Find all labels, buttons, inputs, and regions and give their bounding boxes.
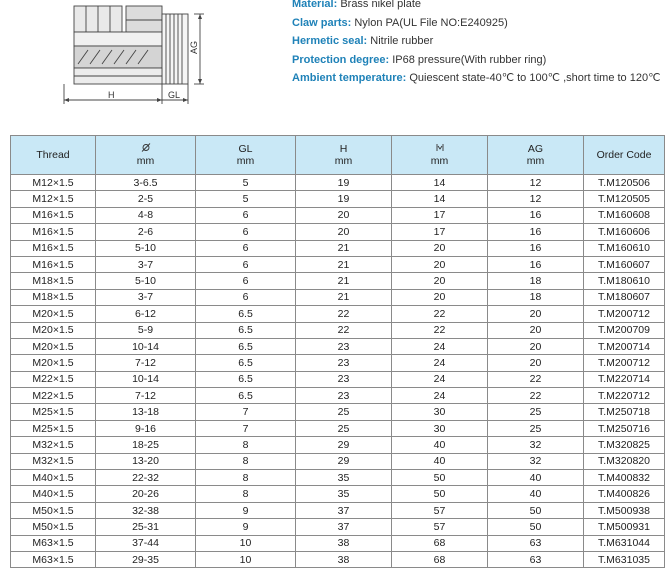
cell-code: T.M120505	[584, 191, 665, 207]
cell-gl: 9	[196, 519, 296, 535]
cell-ag: 16	[488, 224, 584, 240]
header-ag	[488, 136, 584, 175]
header-unit: mm	[526, 155, 545, 167]
cell-wrench: 24	[392, 338, 488, 354]
table-row	[11, 535, 665, 551]
table-row	[11, 273, 665, 289]
cell-thread: M20×1.5	[11, 355, 96, 371]
cell-thread: M16×1.5	[11, 207, 96, 223]
cell-wrench: 24	[392, 355, 488, 371]
table-body	[11, 175, 665, 568]
cell-h: 38	[296, 535, 392, 551]
cell-ag: 20	[488, 355, 584, 371]
cell-ag: 20	[488, 322, 584, 338]
cell-gl: 5	[196, 175, 296, 191]
wrench-size-icon	[435, 143, 445, 152]
cell-thread: M16×1.5	[11, 256, 96, 272]
cell-h: 29	[296, 453, 392, 469]
cell-range: 25-31	[96, 519, 196, 535]
cell-gl: 6	[196, 224, 296, 240]
spec-key: Material:	[292, 0, 338, 10]
cell-wrench: 24	[392, 388, 488, 404]
cell-thread: M50×1.5	[11, 519, 96, 535]
cell-code: T.M220714	[584, 371, 665, 387]
cell-thread: M18×1.5	[11, 273, 96, 289]
cell-h: 22	[296, 306, 392, 322]
cell-thread: M32×1.5	[11, 453, 96, 469]
table-row	[11, 240, 665, 256]
header-unit: mm	[334, 155, 353, 167]
cell-range: 5-9	[96, 322, 196, 338]
cell-gl: 8	[196, 453, 296, 469]
cell-code: T.M220712	[584, 388, 665, 404]
cell-gl: 6.5	[196, 371, 296, 387]
cell-range: 3-7	[96, 256, 196, 272]
cell-h: 20	[296, 207, 392, 223]
cell-wrench: 20	[392, 256, 488, 272]
cell-range: 7-12	[96, 388, 196, 404]
cell-thread: M22×1.5	[11, 371, 96, 387]
cell-gl: 8	[196, 486, 296, 502]
cell-thread: M25×1.5	[11, 420, 96, 436]
table-row	[11, 470, 665, 486]
cell-gl: 7	[196, 404, 296, 420]
cell-ag: 40	[488, 470, 584, 486]
table-row	[11, 453, 665, 469]
cell-wrench: 24	[392, 371, 488, 387]
spec-material	[292, 0, 664, 14]
table-row	[11, 355, 665, 371]
table-row	[11, 322, 665, 338]
cell-thread: M20×1.5	[11, 306, 96, 322]
cell-code: T.M631035	[584, 551, 665, 567]
cell-wrench: 17	[392, 224, 488, 240]
spec-list	[292, 0, 664, 88]
cell-gl: 5	[196, 191, 296, 207]
table-row	[11, 388, 665, 404]
cell-code: T.M160608	[584, 207, 665, 223]
table-row	[11, 502, 665, 518]
table-header-row	[11, 136, 665, 175]
cell-gl: 6.5	[196, 338, 296, 354]
cell-wrench: 50	[392, 486, 488, 502]
cell-ag: 12	[488, 191, 584, 207]
header-gl-label: GL	[238, 143, 253, 155]
cell-ag: 32	[488, 453, 584, 469]
cable-gland-drawing	[44, 0, 208, 112]
cell-wrench: 17	[392, 207, 488, 223]
cell-range: 22-32	[96, 470, 196, 486]
cell-range: 32-38	[96, 502, 196, 518]
cell-range: 13-18	[96, 404, 196, 420]
cell-h: 29	[296, 437, 392, 453]
cell-range: 37-44	[96, 535, 196, 551]
cell-wrench: 68	[392, 551, 488, 567]
header-h-label: H	[339, 143, 348, 155]
cell-code: T.M200714	[584, 338, 665, 354]
cell-thread: M16×1.5	[11, 224, 96, 240]
cell-wrench: 22	[392, 322, 488, 338]
cell-code: T.M400826	[584, 486, 665, 502]
cell-wrench: 68	[392, 535, 488, 551]
cable-diameter-icon	[141, 143, 151, 152]
cell-h: 21	[296, 256, 392, 272]
cell-code: T.M400832	[584, 470, 665, 486]
cell-gl: 10	[196, 535, 296, 551]
cell-wrench: 40	[392, 453, 488, 469]
cell-thread: M63×1.5	[11, 535, 96, 551]
cell-ag: 25	[488, 404, 584, 420]
spec-value: Quiescent state-40℃ to 100℃ ,short time to 120℃	[409, 72, 661, 84]
cell-range: 10-14	[96, 338, 196, 354]
cell-range: 20-26	[96, 486, 196, 502]
cell-thread: M20×1.5	[11, 322, 96, 338]
table-row	[11, 371, 665, 387]
cell-ag: 20	[488, 306, 584, 322]
cell-h: 35	[296, 470, 392, 486]
cell-range: 5-10	[96, 273, 196, 289]
cell-wrench: 20	[392, 240, 488, 256]
cell-code: T.M180610	[584, 273, 665, 289]
table-row	[11, 404, 665, 420]
cell-wrench: 20	[392, 289, 488, 305]
spec-key: Ambient temperature:	[292, 72, 407, 84]
cell-h: 37	[296, 502, 392, 518]
cell-thread: M32×1.5	[11, 437, 96, 453]
cell-code: T.M160606	[584, 224, 665, 240]
cell-ag: 18	[488, 273, 584, 289]
cell-gl: 8	[196, 470, 296, 486]
cell-wrench: 30	[392, 420, 488, 436]
cell-gl: 10	[196, 551, 296, 567]
cell-code: T.M500938	[584, 502, 665, 518]
cell-range: 9-16	[96, 420, 196, 436]
header-h	[296, 136, 392, 175]
gland-size-table	[10, 135, 665, 568]
cell-code: T.M500931	[584, 519, 665, 535]
cell-h: 25	[296, 404, 392, 420]
table-row	[11, 207, 665, 223]
cell-h: 21	[296, 289, 392, 305]
spec-key: Claw parts:	[292, 16, 352, 29]
table-row	[11, 437, 665, 453]
table-row	[11, 306, 665, 322]
table-row	[11, 256, 665, 272]
cell-gl: 7	[196, 420, 296, 436]
spec-hermetic-seal	[292, 32, 664, 51]
header-cable-diameter	[96, 136, 196, 175]
cell-ag: 63	[488, 535, 584, 551]
cell-h: 20	[296, 224, 392, 240]
cell-ag: 16	[488, 207, 584, 223]
h-dimension-label: H	[108, 90, 115, 100]
cell-h: 37	[296, 519, 392, 535]
cell-range: 2-5	[96, 191, 196, 207]
cell-code: T.M120506	[584, 175, 665, 191]
cell-wrench: 22	[392, 306, 488, 322]
cell-thread: M18×1.5	[11, 289, 96, 305]
cell-code: T.M200709	[584, 322, 665, 338]
cell-code: T.M250716	[584, 420, 665, 436]
table-row	[11, 224, 665, 240]
cell-h: 23	[296, 371, 392, 387]
cell-wrench: 50	[392, 470, 488, 486]
spec-value: Nitrile rubber	[370, 35, 434, 47]
cell-code: T.M180607	[584, 289, 665, 305]
cell-h: 25	[296, 420, 392, 436]
cell-range: 13-20	[96, 453, 196, 469]
cell-ag: 20	[488, 338, 584, 354]
cell-gl: 6	[196, 273, 296, 289]
cell-code: T.M160610	[584, 240, 665, 256]
cell-range: 5-10	[96, 240, 196, 256]
cell-thread: M20×1.5	[11, 338, 96, 354]
cell-wrench: 57	[392, 502, 488, 518]
header-thread-label: Thread	[36, 149, 70, 161]
cell-gl: 6	[196, 207, 296, 223]
cell-code: T.M320825	[584, 437, 665, 453]
cell-h: 19	[296, 191, 392, 207]
cell-ag: 16	[488, 256, 584, 272]
spec-claw-parts	[292, 14, 664, 33]
cell-wrench: 14	[392, 191, 488, 207]
cell-gl: 6	[196, 289, 296, 305]
cell-ag: 50	[488, 502, 584, 518]
cell-code: T.M250718	[584, 404, 665, 420]
spec-key: Protection degree:	[292, 53, 390, 66]
cell-ag: 12	[488, 175, 584, 191]
header-unit: mm	[136, 155, 155, 167]
table-row	[11, 519, 665, 535]
cell-thread: M12×1.5	[11, 191, 96, 207]
spec-value: Brass nikel plate	[340, 0, 422, 10]
cell-ag: 25	[488, 420, 584, 436]
cell-gl: 9	[196, 502, 296, 518]
cell-h: 22	[296, 322, 392, 338]
cell-thread: M12×1.5	[11, 175, 96, 191]
cell-wrench: 20	[392, 273, 488, 289]
header-order-code-label: Order Code	[596, 149, 652, 161]
header-unit: mm	[430, 155, 449, 167]
table-row	[11, 191, 665, 207]
cell-range: 3-6.5	[96, 175, 196, 191]
table-row	[11, 486, 665, 502]
cell-gl: 6	[196, 240, 296, 256]
cell-gl: 6.5	[196, 322, 296, 338]
cell-code: T.M320820	[584, 453, 665, 469]
cable-gland-drawing-svg	[44, 0, 208, 112]
cell-gl: 6.5	[196, 355, 296, 371]
cell-ag: 40	[488, 486, 584, 502]
cell-h: 21	[296, 240, 392, 256]
table-row	[11, 289, 665, 305]
cell-thread: M16×1.5	[11, 240, 96, 256]
cell-thread: M40×1.5	[11, 470, 96, 486]
cell-range: 10-14	[96, 371, 196, 387]
cell-gl: 8	[196, 437, 296, 453]
cell-h: 38	[296, 551, 392, 567]
cell-ag: 16	[488, 240, 584, 256]
cell-range: 4-8	[96, 207, 196, 223]
cell-ag: 32	[488, 437, 584, 453]
cell-code: T.M200712	[584, 306, 665, 322]
cell-range: 2-6	[96, 224, 196, 240]
cell-range: 3-7	[96, 289, 196, 305]
spec-key: Hermetic seal:	[292, 35, 368, 47]
cell-h: 23	[296, 355, 392, 371]
cell-thread: M50×1.5	[11, 502, 96, 518]
header-order-code	[584, 136, 665, 175]
cell-thread: M63×1.5	[11, 551, 96, 567]
header-thread	[11, 136, 96, 175]
cell-gl: 6.5	[196, 306, 296, 322]
header-gl	[196, 136, 296, 175]
gl-dimension-label: GL	[168, 90, 181, 100]
cell-h: 23	[296, 338, 392, 354]
cell-thread: M40×1.5	[11, 486, 96, 502]
cell-wrench: 57	[392, 519, 488, 535]
table-row	[11, 551, 665, 567]
header-ag-label: AG	[527, 143, 544, 155]
cell-range: 29-35	[96, 551, 196, 567]
spec-ambient-temperature	[292, 69, 664, 88]
cell-gl: 6.5	[196, 388, 296, 404]
cell-thread: M22×1.5	[11, 388, 96, 404]
cell-ag: 63	[488, 551, 584, 567]
cell-range: 18-25	[96, 437, 196, 453]
table-row	[11, 338, 665, 354]
cell-h: 19	[296, 175, 392, 191]
cell-gl: 6	[196, 256, 296, 272]
header-wrench-size	[392, 136, 488, 175]
cell-range: 6-12	[96, 306, 196, 322]
cell-range: 7-12	[96, 355, 196, 371]
table-row	[11, 420, 665, 436]
spec-value: IP68 pressure(With rubber ring)	[392, 53, 547, 66]
cell-code: T.M631044	[584, 535, 665, 551]
cell-code: T.M200712	[584, 355, 665, 371]
cell-ag: 22	[488, 371, 584, 387]
cell-h: 21	[296, 273, 392, 289]
cell-h: 23	[296, 388, 392, 404]
table-row	[11, 175, 665, 191]
ag-dimension-label: AG	[189, 40, 199, 54]
spec-value: Nylon PA(UL File NO:E240925)	[354, 16, 508, 29]
header-unit: mm	[236, 155, 255, 167]
cell-ag: 50	[488, 519, 584, 535]
cell-code: T.M160607	[584, 256, 665, 272]
cell-wrench: 14	[392, 175, 488, 191]
spec-protection-degree	[292, 51, 664, 70]
cell-ag: 18	[488, 289, 584, 305]
cell-thread: M25×1.5	[11, 404, 96, 420]
cell-wrench: 40	[392, 437, 488, 453]
cell-h: 35	[296, 486, 392, 502]
cell-wrench: 30	[392, 404, 488, 420]
cell-ag: 22	[488, 388, 584, 404]
